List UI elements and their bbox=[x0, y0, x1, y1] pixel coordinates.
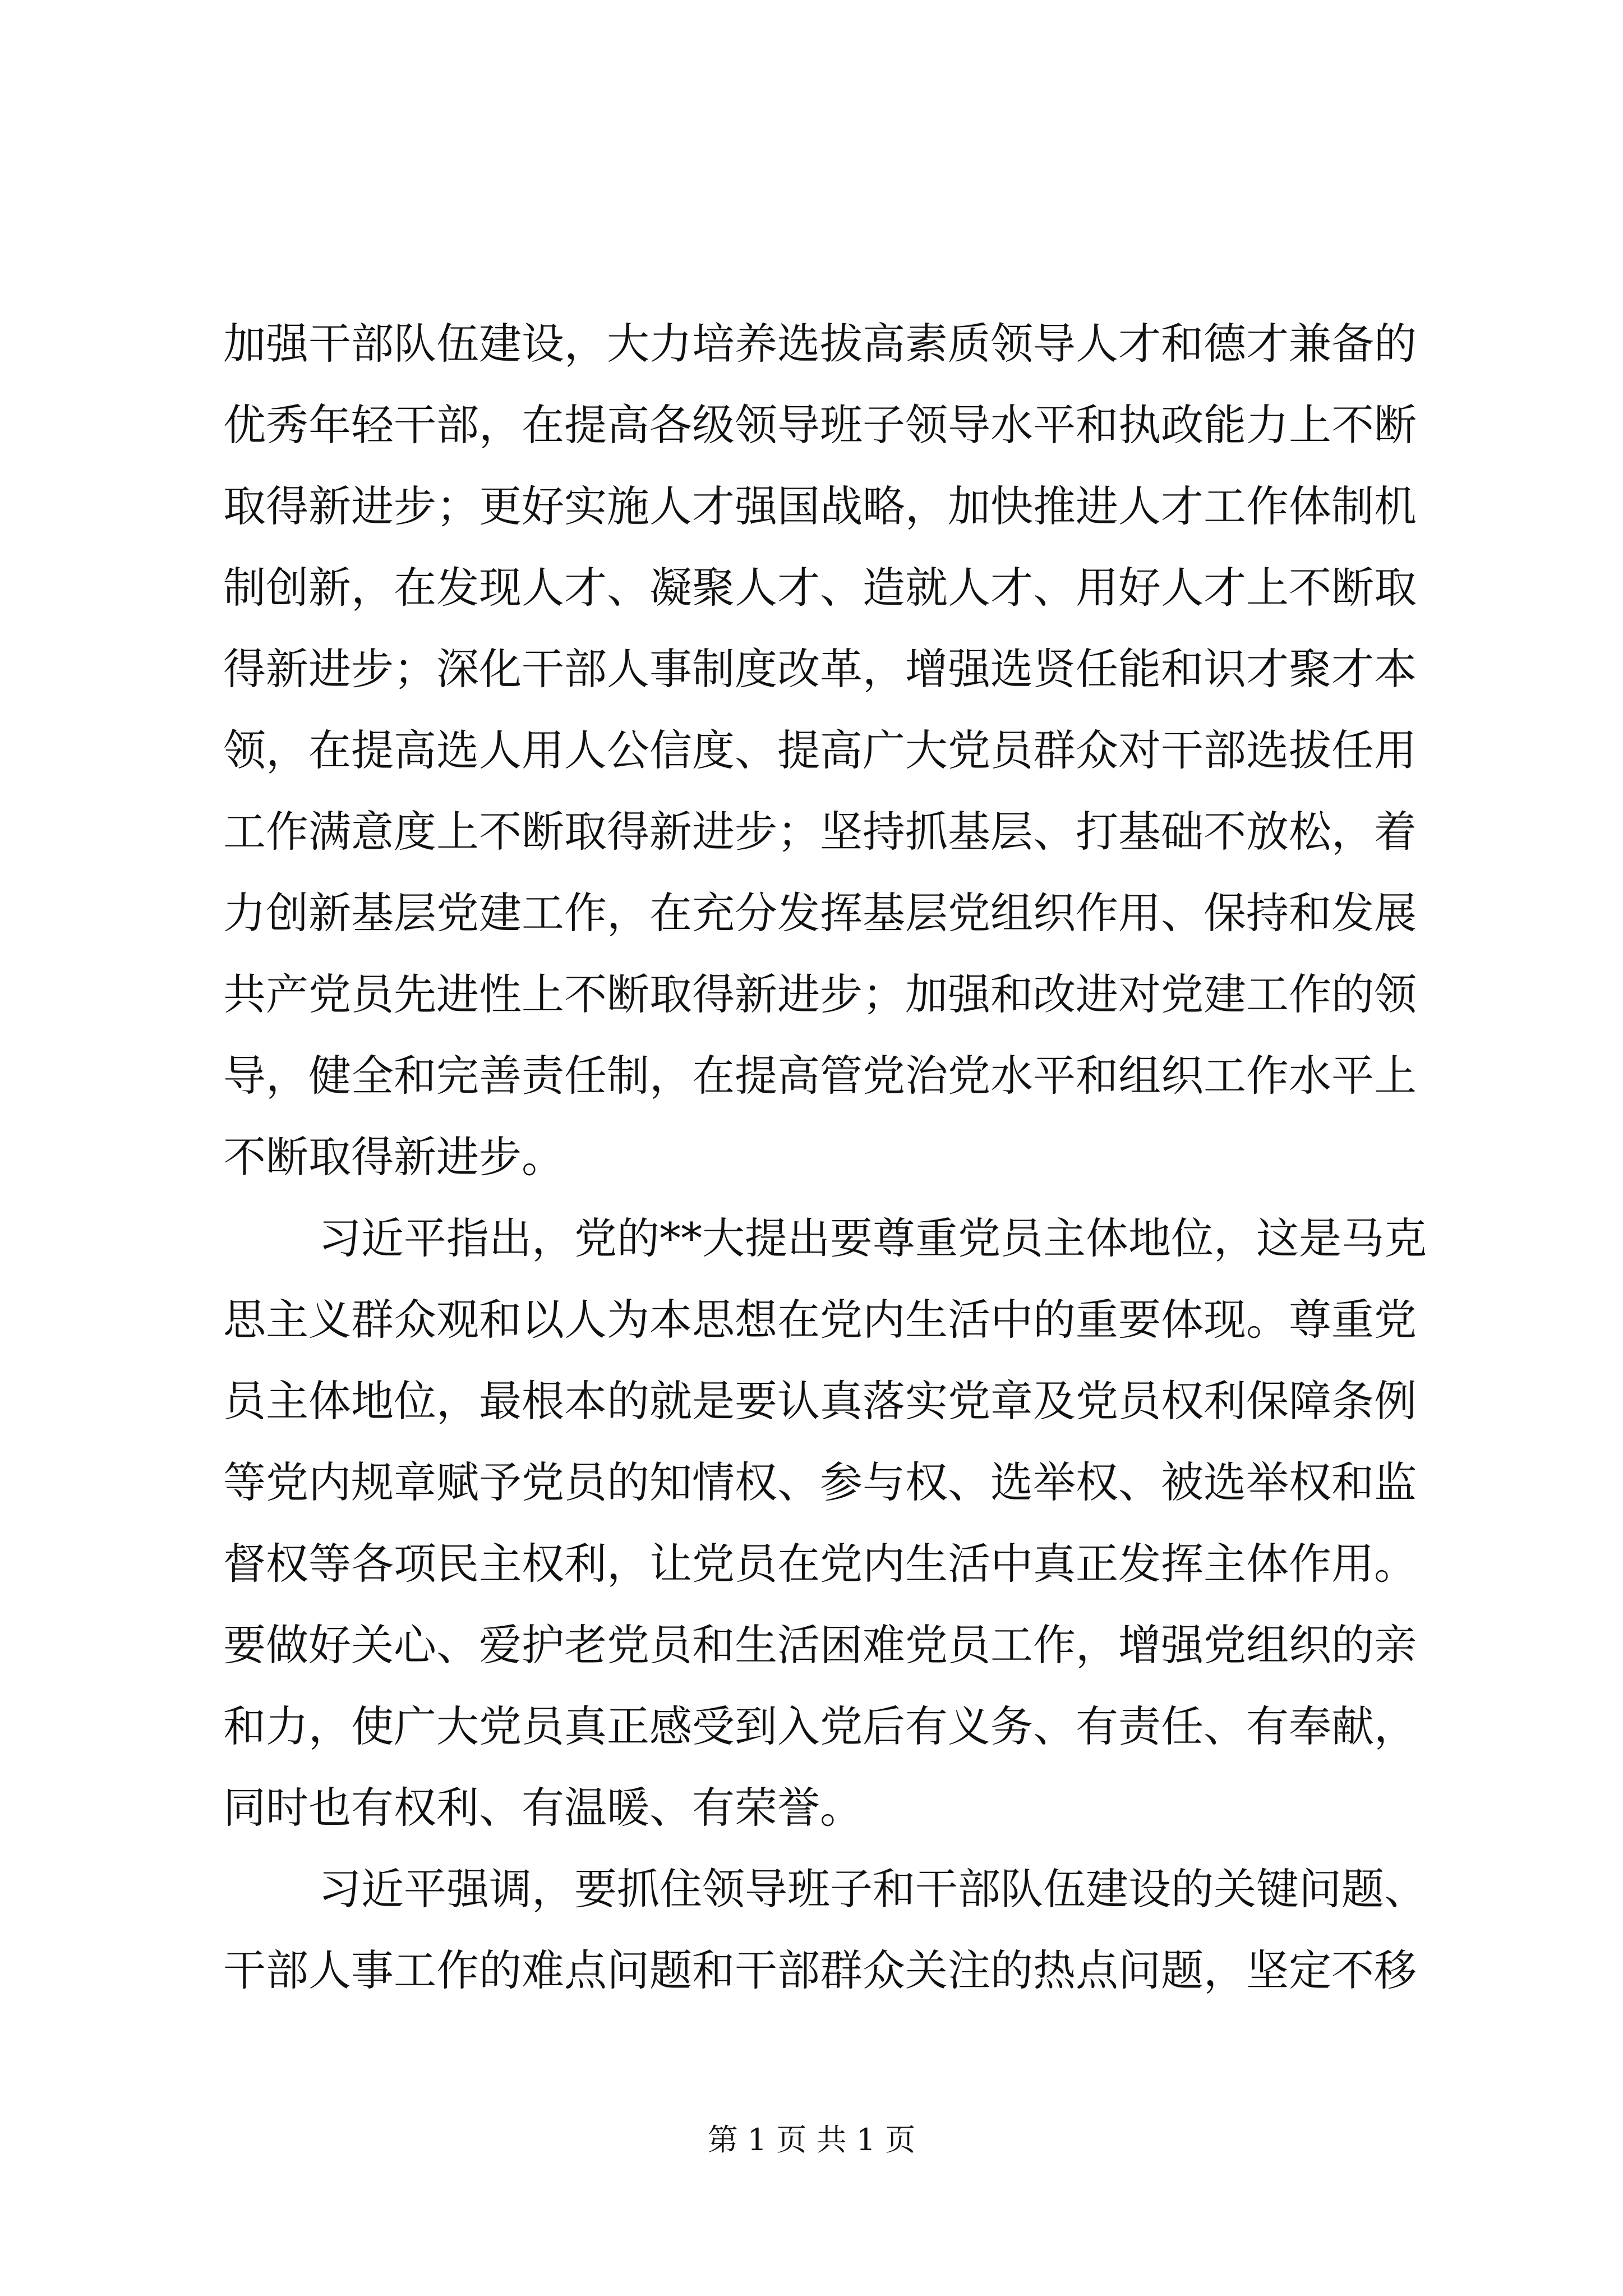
paragraph-1 bbox=[223, 303, 1423, 1198]
text-line: 同时也有权利、有温暖、有荣誉。 bbox=[223, 1783, 863, 1833]
text-line: 共产党员先进性上不断取得新进步；加强和改进对党建工作的领 bbox=[223, 969, 1417, 1019]
text-line: 制创新，在发现人才、凝聚人才、造就人才、用好人才上不断取 bbox=[223, 563, 1417, 613]
text-line: 不断取得新进步。 bbox=[223, 1132, 564, 1182]
text-line: 习近平指出，党的**大提出要尊重党员主体地位，这是马克 bbox=[319, 1213, 1427, 1263]
text-line: 习近平强调，要抓住领导班子和干部队伍建设的关键问题、 bbox=[319, 1864, 1427, 1914]
text-line: 要做好关心、爱护老党员和生活困难党员工作，增强党组织的亲 bbox=[223, 1620, 1417, 1670]
page-number-label: 第 1 页 共 1 页 bbox=[707, 2122, 916, 2157]
text-line: 等党内规章赋予党员的知情权、参与权、选举权、被选举权和监 bbox=[223, 1457, 1417, 1507]
text-line: 干部人事工作的难点问题和干部群众关注的热点问题，坚定不移 bbox=[223, 1945, 1417, 1995]
text-line: 取得新进步；更好实施人才强国战略，加快推进人才工作体制机 bbox=[223, 481, 1417, 531]
text-line: 优秀年轻干部，在提高各级领导班子领导水平和执政能力上不断 bbox=[223, 400, 1417, 450]
body-text bbox=[223, 303, 1427, 2011]
page-footer bbox=[0, 2120, 1623, 2160]
text-line: 思主义群众观和以人为本思想在党内生活中的重要体现。尊重党 bbox=[223, 1295, 1417, 1345]
paragraph-2 bbox=[223, 1198, 1427, 1848]
text-line: 领，在提高选人用人公信度、提高广大党员群众对干部选拔任用 bbox=[223, 725, 1417, 775]
text-line: 和力，使广大党员真正感受到入党后有义务、有责任、有奉献， bbox=[223, 1701, 1417, 1751]
paragraph-3 bbox=[223, 1848, 1427, 2011]
text-line: 加强干部队伍建设，大力培养选拔高素质领导人才和德才兼备的 bbox=[223, 319, 1417, 369]
text-line: 员主体地位，最根本的就是要认真落实党章及党员权利保障条例 bbox=[223, 1376, 1417, 1426]
text-line: 工作满意度上不断取得新进步；坚持抓基层、打基础不放松，着 bbox=[223, 807, 1417, 857]
text-line: 导，健全和完善责任制，在提高管党治党水平和组织工作水平上 bbox=[223, 1051, 1417, 1101]
text-line: 得新进步；深化干部人事制度改革，增强选贤任能和识才聚才本 bbox=[223, 644, 1417, 694]
text-line: 督权等各项民主权利，让党员在党内生活中真正发挥主体作用。 bbox=[223, 1539, 1417, 1589]
text-line: 力创新基层党建工作，在充分发挥基层党组织作用、保持和发展 bbox=[223, 888, 1417, 938]
